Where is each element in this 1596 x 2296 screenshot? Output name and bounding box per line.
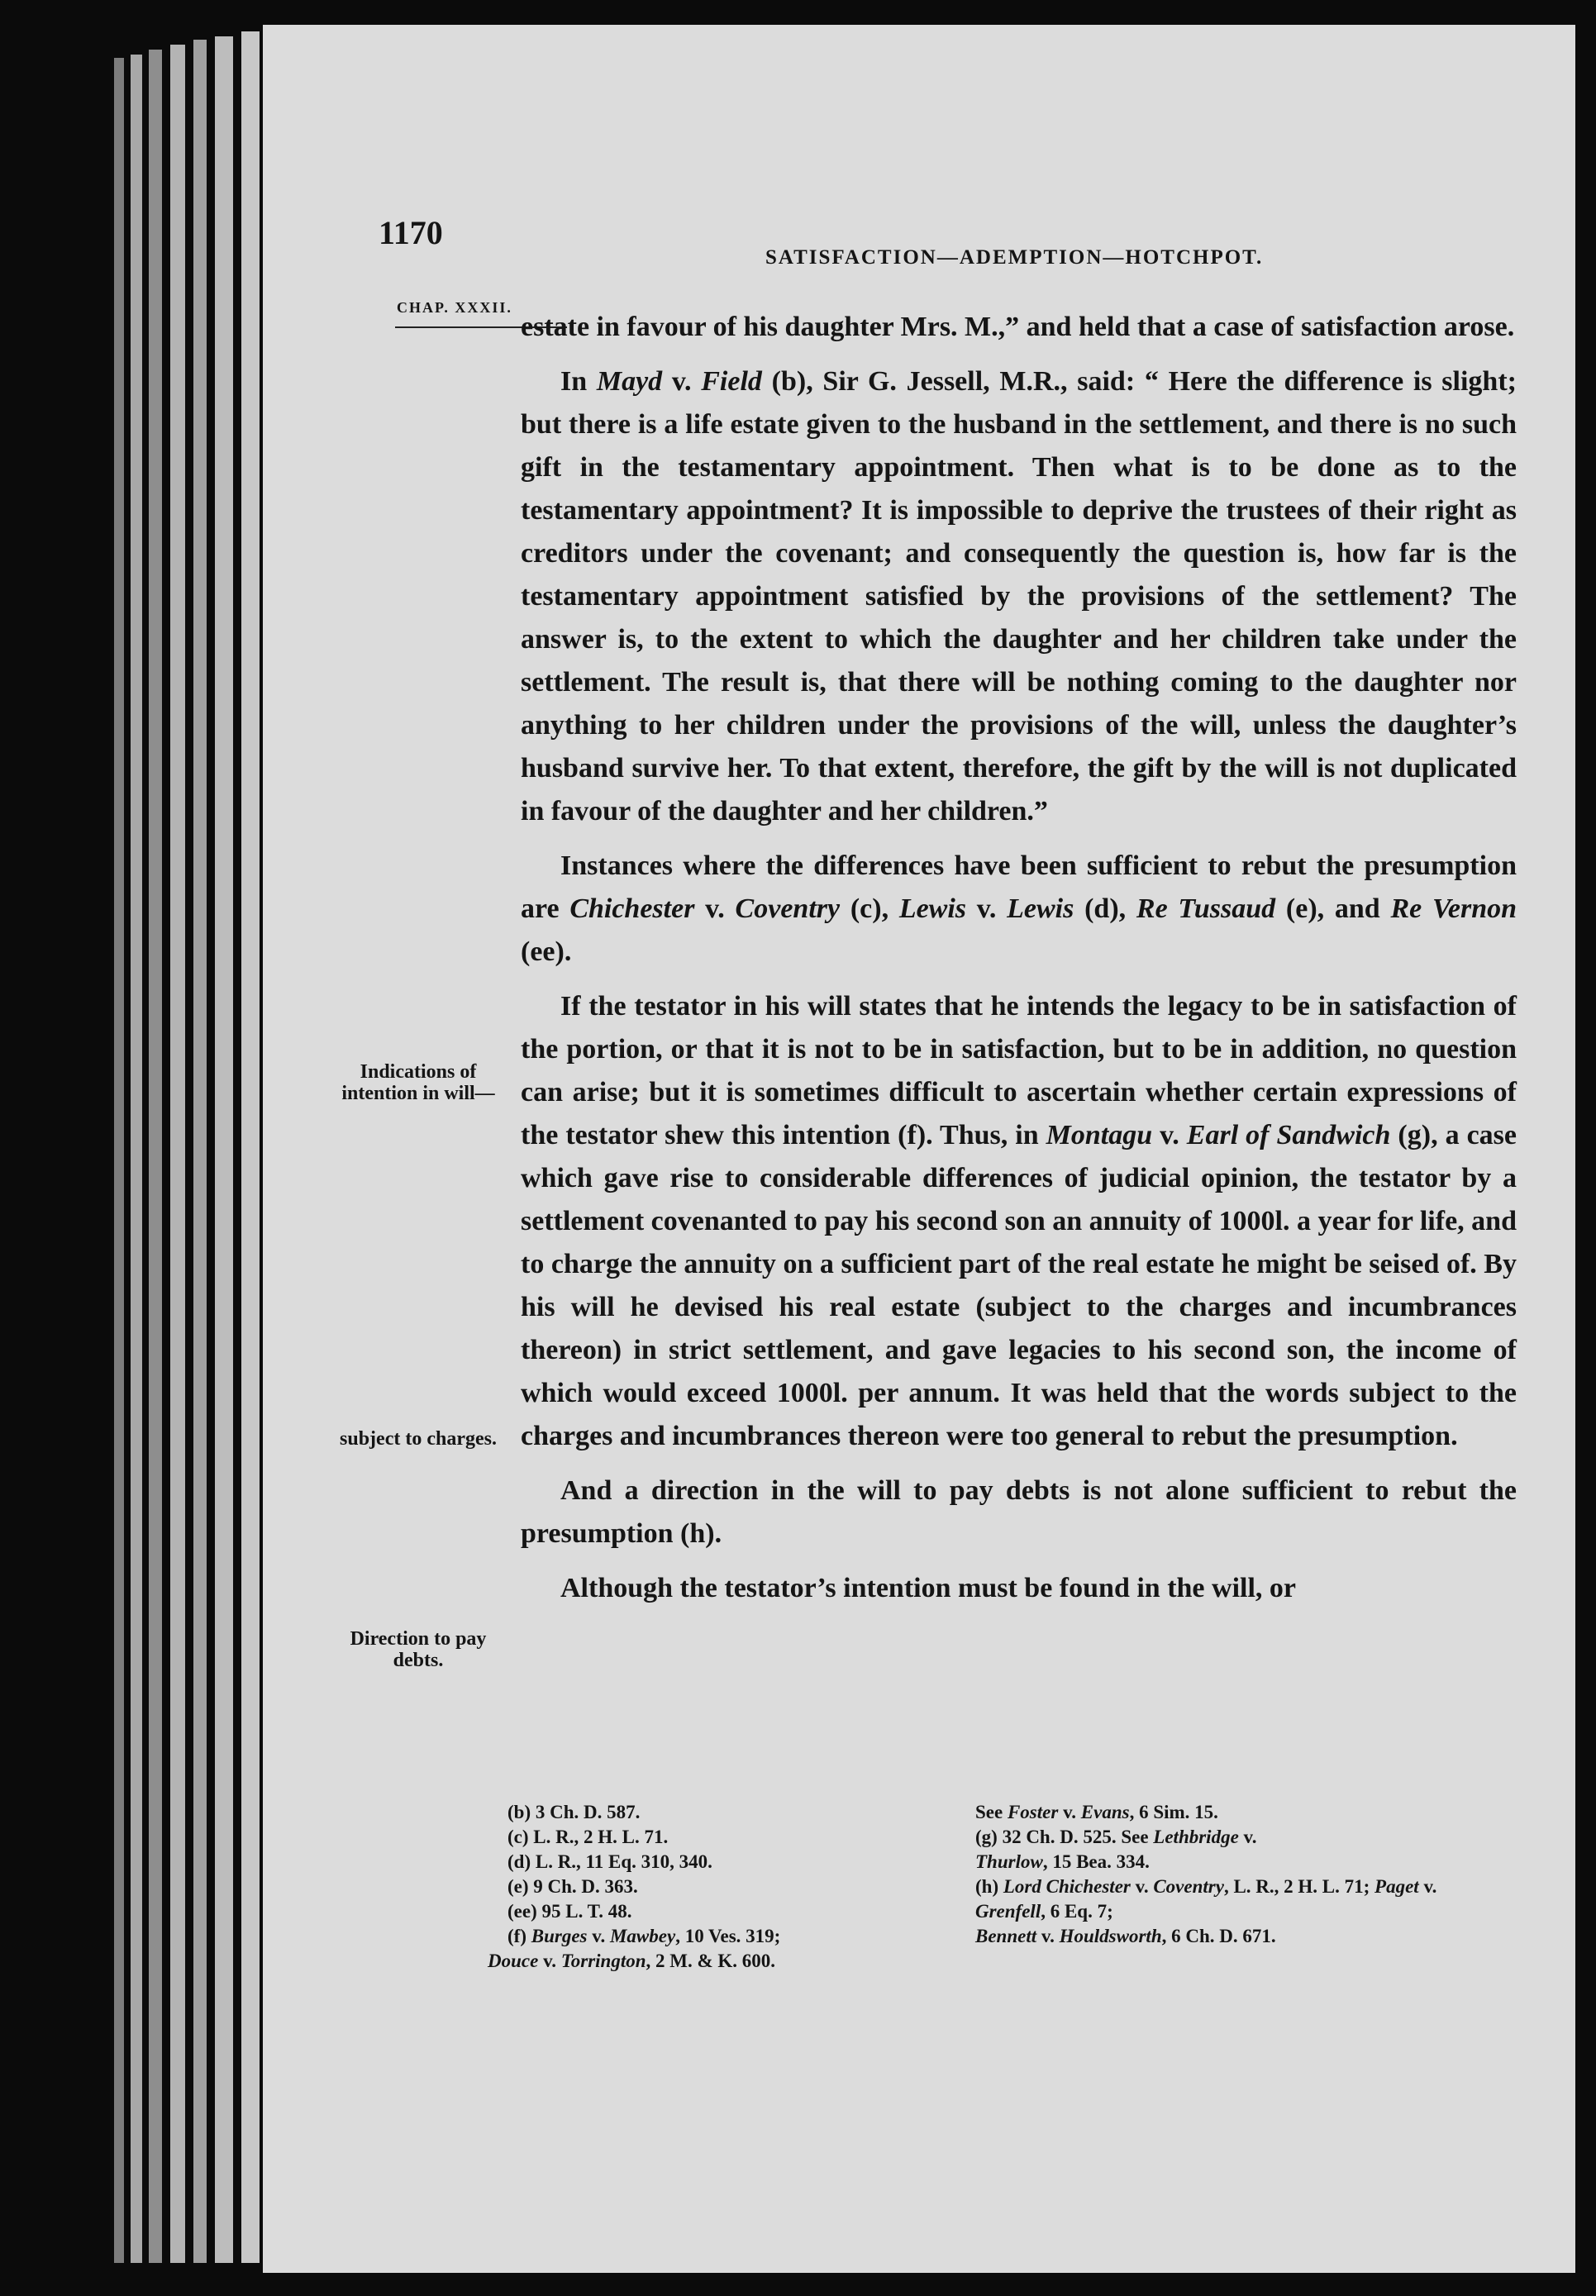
page-edge xyxy=(170,45,185,2263)
page-edge xyxy=(131,55,142,2263)
page-edge xyxy=(215,36,233,2263)
footnote: (e) 9 Ch. D. 363. xyxy=(507,1876,638,1897)
footnote: (g) 32 Ch. D. 525. See Lethbridge v. Thurlow, 15 Bea. 334. xyxy=(975,1827,1257,1872)
footnote: (b) 3 Ch. D. 587. xyxy=(507,1802,641,1822)
paragraph: Instances where the differences have been sufficient to rebut the presumption are Chichester v. Coventry (c), Lewis v. Lewis (d), Re Tussaud (e), and Re Vernon (ee). xyxy=(521,850,1517,967)
footnote: (d) L. R., 11 Eq. 310, 340. xyxy=(507,1851,712,1872)
footnote: (ee) 95 L. T. 48. xyxy=(507,1901,632,1922)
case-name: Montagu xyxy=(1046,1120,1153,1150)
marginal-note: Indications of intention in will— xyxy=(341,1061,495,1104)
paragraph: If the testator in his will states that he intends the legacy to be in satisfaction of the portion, or that it is not to be in satisfaction, but to be in addition, no question can arise; but it is sometimes difficult to ascertain whether certain expressions of the testator shew this intention (f). Thus, in Montagu v. Earl of Sandwich (g), a case which gave rise to considerable differences of judicial opinion, the testator by a settlement covenanted to pay his second son an annuity of 1000l. a year for life, and to charge the annuity on a sufficient part of the real estate he might be seised of. By his will he devised his real estate (subject to the charges and incumbrances thereon) in strict settlement, and gave legacies to his second son, the income of which would exceed 1000l. per annum. It was held that the words subject to the charges and incumbrances thereon were too general to rebut the presumption. xyxy=(521,991,1517,1451)
case-name: Lewis xyxy=(898,893,967,924)
case-name: Field xyxy=(701,366,762,397)
footnote: See Foster v. Evans, 6 Sim. 15. xyxy=(975,1802,1218,1822)
case-name: Lewis xyxy=(1007,893,1074,924)
footnotes-right xyxy=(975,1800,1479,1949)
case-name: Re Tussaud xyxy=(1136,893,1276,924)
case-name: Chichester xyxy=(569,893,695,924)
book-page xyxy=(263,25,1575,2273)
marginal-note: subject to charges. xyxy=(340,1428,497,1450)
paragraph: In Mayd v. Field (b), Sir G. Jessell, M.R., said: “ Here the difference is slight; but there is a life estate given to the husband in the settlement, and there is no such gift in the testamentary appointment. Then what is to be done as to the testamentary appointment? It is impossible to deprive the trustees of their right as creditors under the covenant; and consequently the question is, how far is the testamentary appointment satisfied by the provisions of the settlement? The answer is, to the extent to which the daughter and her children take under the settlement. The result is, that there will be nothing coming to the daughter nor anything to her children under the provisions of the will, unless the daughter’s husband survive her. To that extent, therefore, the gift by the will is not duplicated in favour of the daughter and her children.” xyxy=(521,366,1517,826)
page-edge xyxy=(241,31,260,2263)
page-edge xyxy=(114,58,124,2263)
footnote: (c) L. R., 2 H. L. 71. xyxy=(507,1827,669,1847)
case-name: Mayd xyxy=(596,366,663,397)
page-edge xyxy=(149,50,162,2263)
case-name: Earl of Sandwich xyxy=(1186,1120,1391,1150)
case-name: Re Vernon xyxy=(1390,893,1517,924)
paragraph: Although the testator’s intention must be found in the will, or xyxy=(560,1573,1297,1603)
page-edge xyxy=(193,40,207,2263)
marginal-note: Direction to pay debts. xyxy=(350,1628,487,1671)
footnote: (h) Lord Chichester v. Coventry, L. R., 2 H. L. 71; Paget v. Grenfell, 6 Eq. 7; Bennett v. Houldsworth, 6 Ch. D. 671. xyxy=(975,1876,1437,1946)
running-head: SATISFACTION—ADEMPTION—HOTCHPOT. xyxy=(765,246,1264,269)
case-name: Coventry xyxy=(735,893,841,924)
footnote-continuation: Douce v. Torrington, 2 M. & K. 600. xyxy=(488,1951,776,1971)
footnotes-left xyxy=(488,1800,954,1974)
main-text xyxy=(521,306,1517,1622)
paragraph: estate in favour of his daughter Mrs. M.,” and held that a case of satisfaction arose. xyxy=(521,312,1515,342)
footnote: (f) Burges v. Mawbey, 10 Ves. 319; xyxy=(507,1926,781,1946)
page-number: 1170 xyxy=(379,214,443,251)
chapter-label: CHAP. XXXII. xyxy=(397,299,512,316)
paragraph: And a direction in the will to pay debts is not alone sufficient to rebut the presumption (h). xyxy=(521,1475,1517,1549)
